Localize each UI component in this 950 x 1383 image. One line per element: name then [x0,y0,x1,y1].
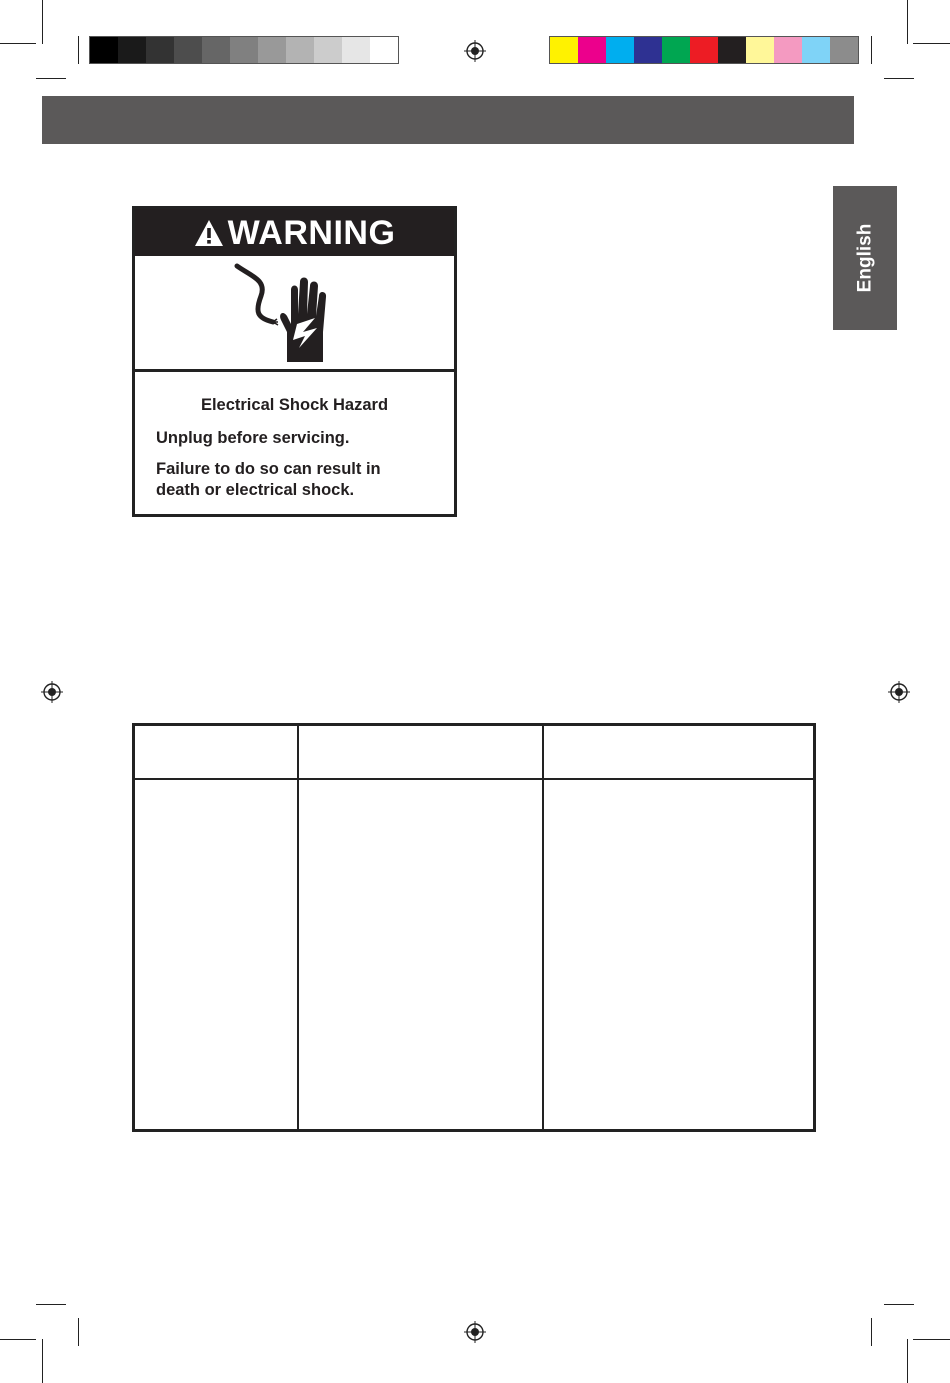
warning-consequence-line2: death or electrical shock. [156,481,355,499]
color-swatch [830,37,858,63]
color-swatch [774,37,802,63]
registration-mark-icon [464,1321,486,1343]
color-swatch [90,37,118,63]
registration-mark-icon [888,681,910,703]
color-swatch [342,37,370,63]
crop-mark [36,1304,66,1305]
table-column-divider [542,726,544,1129]
color-swatch [230,37,258,63]
color-swatch [802,37,830,63]
color-swatch [202,37,230,63]
crop-mark [871,1318,872,1346]
warning-instruction: Unplug before servicing. [156,429,350,447]
hazard-title: Electrical Shock Hazard [200,396,389,414]
warning-triangle-icon [194,219,224,247]
color-swatch [118,37,146,63]
crop-mark [907,0,908,44]
crop-mark [913,1339,950,1340]
pictogram-area [135,256,454,372]
registration-mark-icon [41,681,63,703]
color-swatch-bar [549,36,859,64]
crop-mark [78,1318,79,1346]
crop-mark [42,0,43,44]
warning-box [132,206,457,517]
color-swatch [690,37,718,63]
color-swatch [578,37,606,63]
table-header-divider [135,778,813,780]
crop-mark [913,43,950,44]
crop-mark [907,1339,908,1383]
crop-mark [0,43,36,44]
color-swatch [606,37,634,63]
crop-mark [884,1304,914,1305]
language-tab [833,186,897,330]
language-tab-label: English [854,223,875,293]
warning-consequence-line1: Failure to do so can result in [156,460,381,478]
crop-mark [884,78,914,79]
color-swatch [258,37,286,63]
color-swatch [370,37,398,63]
crop-mark [78,36,79,64]
section-header-bar [42,96,854,144]
table-column-divider [297,726,299,1129]
crop-mark [0,1339,36,1340]
electrical-shock-hand-icon [231,262,341,370]
registration-mark-icon [464,40,486,62]
crop-mark [42,1339,43,1383]
troubleshooting-table [132,723,816,1132]
crop-mark [871,36,872,64]
color-swatch [662,37,690,63]
color-swatch [550,37,578,63]
color-swatch [634,37,662,63]
color-swatch [286,37,314,63]
crop-mark [36,78,66,79]
color-swatch [174,37,202,63]
color-swatch [718,37,746,63]
color-swatch [746,37,774,63]
color-swatch [314,37,342,63]
grayscale-swatch-bar [89,36,399,64]
color-swatch [146,37,174,63]
warning-title: WARNING [227,213,396,252]
warning-header [135,209,454,256]
